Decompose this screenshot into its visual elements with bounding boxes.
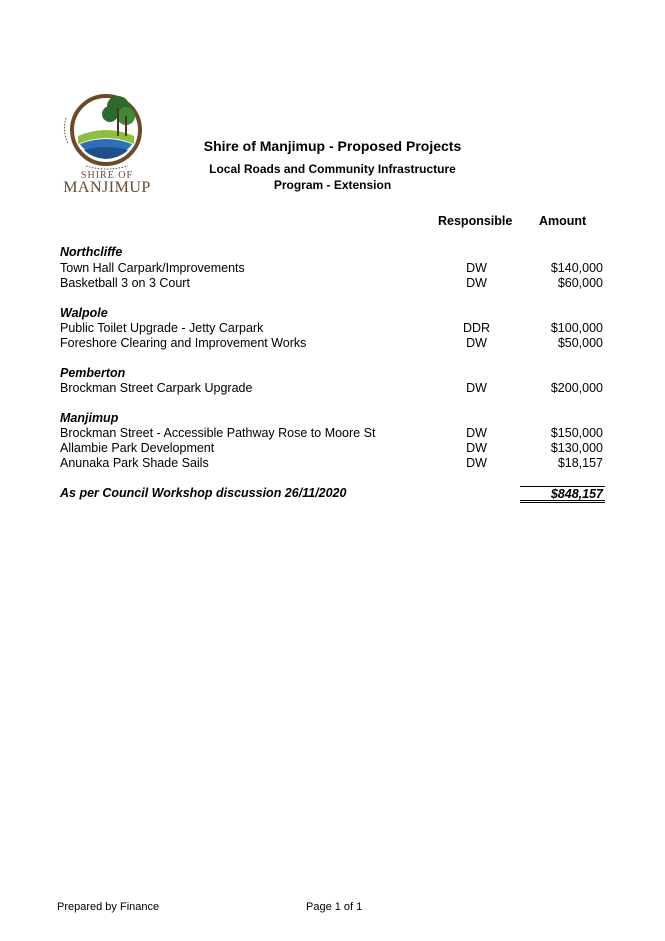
responsible-cell: DW: [466, 426, 487, 440]
total-amount: $848,157: [520, 486, 605, 503]
project-name: Brockman Street - Accessible Pathway Rose to Moore St: [60, 426, 376, 440]
amount-cell: $60,000: [557, 276, 603, 290]
amount-cell: $100,000: [550, 321, 603, 335]
amount-cell: $50,000: [557, 336, 603, 350]
table-row: [60, 441, 605, 456]
section-heading-manjimup: Manjimup: [60, 411, 119, 425]
table-row: [60, 261, 605, 276]
section-heading-walpole: Walpole: [60, 306, 108, 320]
project-name: Brockman Street Carpark Upgrade: [60, 381, 253, 395]
amount-cell: $18,157: [557, 456, 603, 470]
section-heading-pemberton: Pemberton: [60, 366, 126, 380]
page-title: Shire of Manjimup - Proposed Projects: [203, 138, 462, 154]
project-name: Basketball 3 on 3 Court: [60, 276, 190, 290]
table-row: [60, 321, 605, 336]
table-row: [60, 336, 605, 351]
table-row: [60, 426, 605, 441]
table-row: [60, 276, 605, 291]
amount-cell: $130,000: [550, 441, 603, 455]
project-name: Anunaka Park Shade Sails: [60, 456, 209, 470]
project-name: Public Toilet Upgrade - Jetty Carpark: [60, 321, 264, 335]
responsible-cell: DW: [466, 441, 487, 455]
responsible-cell: DW: [466, 276, 487, 290]
column-header-responsible: Responsible: [438, 214, 513, 228]
project-name: Foreshore Clearing and Improvement Works: [60, 336, 307, 350]
responsible-cell: DW: [466, 261, 487, 275]
responsible-cell: DW: [466, 381, 487, 395]
amount-cell: $200,000: [550, 381, 603, 395]
column-header-amount: Amount: [539, 214, 587, 228]
subtitle-line-2: Program - Extension: [273, 178, 392, 192]
responsible-cell: DW: [466, 336, 487, 350]
amount-cell: $140,000: [550, 261, 603, 275]
subtitle-line-1: Local Roads and Community Infrastructure: [209, 162, 456, 176]
logo-text-shire-of: SHIRE OF: [80, 170, 134, 181]
table-row: [60, 381, 605, 396]
amount-cell: $150,000: [550, 426, 603, 440]
responsible-cell: DDR: [462, 321, 491, 335]
table-row: [60, 456, 605, 471]
footer-prepared-by: Prepared by Finance: [57, 901, 160, 913]
logo-text-manjimup: MANJIMUP: [63, 179, 151, 196]
footer-page-number: Page 1 of 1: [306, 901, 363, 913]
total-label: As per Council Workshop discussion 26/11/2020: [60, 486, 347, 500]
responsible-cell: DW: [466, 456, 487, 470]
project-name: Allambie Park Development: [60, 441, 215, 455]
section-heading-northcliffe: Northcliffe: [60, 245, 123, 259]
project-name: Town Hall Carpark/Improvements: [60, 261, 245, 275]
